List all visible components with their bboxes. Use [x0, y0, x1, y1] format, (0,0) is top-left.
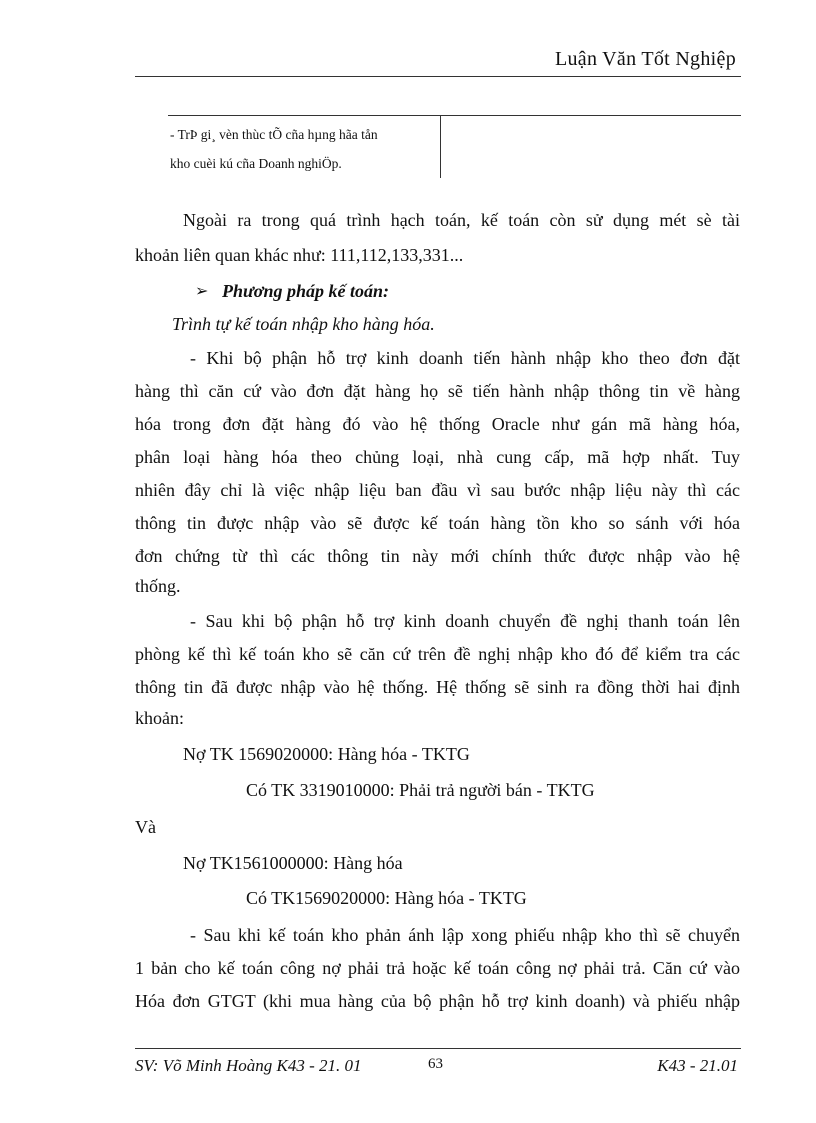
paragraph-line: khoản: — [135, 708, 184, 728]
page-number: 63 — [428, 1056, 443, 1072]
paragraph-line: nhiên đây chỉ là việc nhập liệu ban đầu vì sau bước nhập liệu này thì các — [135, 480, 740, 500]
paragraph-line: 1 bản cho kế toán công nợ phải trả hoặc kế toán công nợ phải trả. Căn cứ vào — [135, 958, 740, 978]
table-column-divider — [440, 115, 441, 178]
paragraph-line: thông tin được nhập vào sẽ được kế toán hàng tồn kho so sánh với hóa — [135, 513, 740, 533]
paragraph-line: hóa trong đơn đặt hàng đó vào hệ thống Oracle như gán mã hàng hóa, — [135, 414, 740, 434]
paragraph-line: - Khi bộ phận hỗ trợ kinh doanh tiến hành nhập kho theo đơn đặt — [190, 348, 740, 368]
footer-class-code: K43 - 21.01 — [657, 1056, 738, 1075]
paragraph-line: thông tin đã được nhập vào hệ thống. Hệ thống sẽ sinh ra đồng thời hai định — [135, 677, 740, 697]
table-top-border — [168, 115, 741, 116]
subheading: Trình tự kế toán nhập kho hàng hóa. — [172, 314, 435, 334]
page-header-title: Luận Văn Tốt Nghiệp — [554, 48, 736, 70]
journal-entry-debit: Nợ TK1561000000: Hàng hóa — [183, 853, 403, 873]
table-cell — [170, 120, 435, 178]
arrow-bullet-icon: ➢ — [195, 283, 209, 300]
conjunction-text: Và — [135, 817, 156, 837]
paragraph-line: Ngoài ra trong quá trình hạch toán, kế toán còn sử dụng mét sè tài — [183, 210, 740, 230]
paragraph-line: thống. — [135, 576, 181, 596]
paragraph-line: hàng thì căn cứ vào đơn đặt hàng họ sẽ tiến hành nhập thông tin về hàng — [135, 381, 740, 401]
section-heading: Phương pháp kế toán: — [222, 281, 389, 301]
paragraph-line: phòng kế thì kế toán kho sẽ căn cứ trên đề nghị nhập kho đó để kiểm tra các — [135, 644, 740, 664]
paragraph-line: phân loại hàng hóa theo chủng loại, nhà cung cấp, mã hợp nhất. Tuy — [135, 447, 740, 467]
journal-entry-credit: Có TK1569020000: Hàng hóa - TKTG — [246, 888, 527, 908]
paragraph-line: đơn chứng từ thì các thông tin này mới chính thức được nhập vào hệ — [135, 546, 740, 566]
paragraph-line: Hóa đơn GTGT (khi mua hàng của bộ phận hỗ trợ kinh doanh) và phiếu nhập — [135, 991, 740, 1011]
table-cell-line: kho cuèi kú cña Doanh nghiÖp. — [170, 156, 342, 171]
journal-entry-credit: Có TK 3319010000: Phải trả người bán - TKTG — [246, 780, 595, 800]
paragraph-line: - Sau khi kế toán kho phản ánh lập xong phiếu nhập kho thì sẽ chuyển — [190, 925, 740, 945]
footer-student: SV: Võ Minh Hoàng K43 - 21. 01 — [135, 1056, 362, 1075]
paragraph-line: - Sau khi bộ phận hỗ trợ kinh doanh chuyển đề nghị thanh toán lên — [190, 611, 740, 631]
table-cell-line: - TrÞ gi¸ vèn thùc tÕ cña hµng hãa tån — [170, 127, 378, 142]
header-rule — [135, 76, 741, 77]
paragraph-line: khoản liên quan khác như: 111,112,133,331... — [135, 245, 464, 265]
footer-rule — [135, 1048, 741, 1049]
journal-entry-debit: Nợ TK 1569020000: Hàng hóa - TKTG — [183, 744, 470, 764]
